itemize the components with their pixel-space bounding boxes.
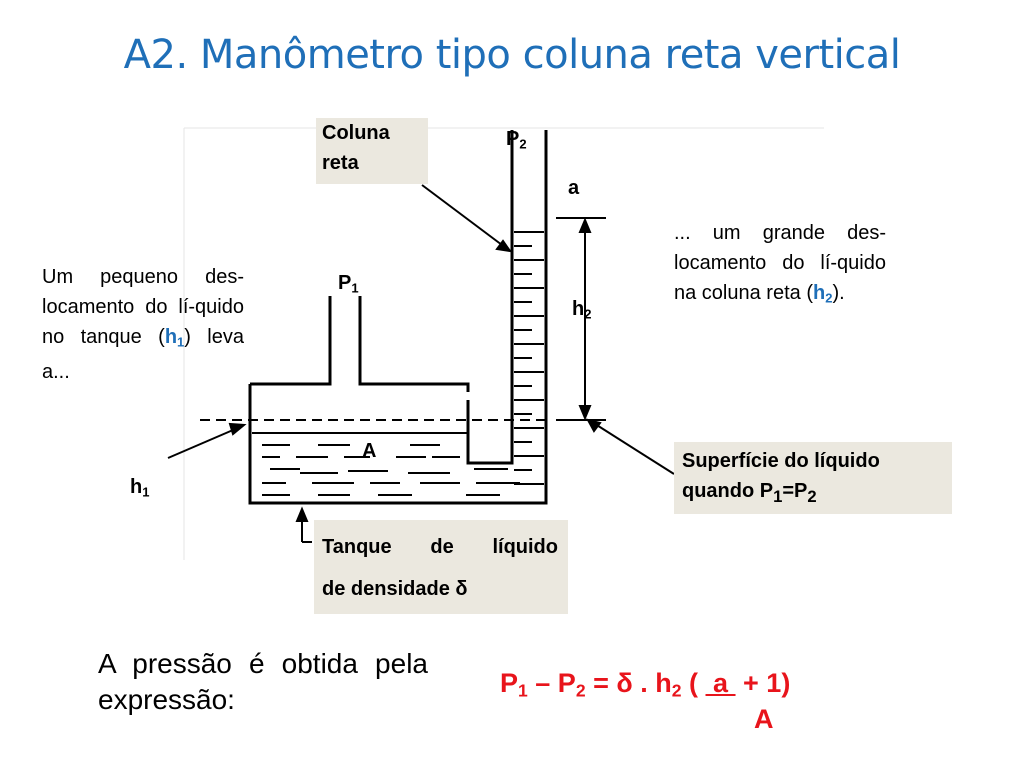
- h1-sub: 1: [142, 484, 150, 500]
- right-note-text-2: ).: [832, 282, 845, 304]
- page-title: A2. Manômetro tipo coluna reta vertical: [123, 32, 901, 78]
- superficie-line-1: Superfície do líquido: [682, 450, 880, 472]
- right-note-text-1: ... um grande des-locamento do lí-quido na coluna reta (: [674, 222, 886, 304]
- h1-text: h: [130, 476, 143, 498]
- h1-label: [130, 476, 149, 499]
- p1-label: [338, 272, 359, 295]
- p2-label: [506, 128, 527, 151]
- column-outline: [468, 130, 512, 463]
- left-note-text-1: Um pequeno des-locamento do lí-quido no tanque (: [42, 266, 244, 348]
- right-note: [674, 218, 886, 313]
- pressure-description: A pressão é obtida pela expressão:: [98, 648, 428, 715]
- a-small-label: a: [568, 177, 580, 199]
- tank-outline: [250, 130, 546, 503]
- p2-text: P: [506, 128, 520, 150]
- eq-mid: = δ . h: [585, 668, 672, 698]
- left-note-text-2: ) leva a...: [42, 326, 244, 384]
- right-note-h: [813, 282, 832, 304]
- eq-denominator: A: [754, 704, 774, 734]
- p1-text: P: [338, 272, 352, 294]
- eq-p: P: [500, 668, 519, 698]
- tank-area-label: A: [362, 440, 377, 462]
- superficie-text-2: quando P: [682, 480, 774, 502]
- p1-sub: 1: [351, 280, 359, 296]
- eq-minus: – P: [527, 668, 576, 698]
- superficie-label: [674, 442, 952, 514]
- h2-sub: 2: [584, 306, 592, 322]
- superficie-line-2: [682, 476, 952, 512]
- pressure-equation: [500, 668, 790, 701]
- p2-sub: 2: [519, 136, 527, 152]
- tanque-label: [314, 520, 568, 614]
- eq-numerator: a: [705, 668, 736, 698]
- right-note-h-text: h: [812, 282, 826, 304]
- h2-text: h: [572, 298, 585, 320]
- eq-plus: + 1): [735, 668, 791, 698]
- coluna-reta-label: [316, 118, 428, 184]
- right-note-h-sub: 2: [825, 290, 833, 306]
- superficie-sub-2: 2: [807, 487, 817, 506]
- eq-s1: 1: [518, 680, 528, 701]
- tanque-line-2: de densidade δ: [322, 578, 468, 600]
- left-note-h-sub: 1: [177, 334, 185, 350]
- tanque-line-1: Tanque de líquido: [322, 536, 558, 558]
- superficie-sub-1: 1: [773, 487, 783, 506]
- left-note-h-text: h: [164, 326, 178, 348]
- eq-s3: 2: [671, 680, 682, 701]
- left-note: [42, 262, 244, 387]
- eq-s2: 2: [575, 680, 586, 701]
- coluna-reta-text: Coluna reta: [322, 122, 390, 174]
- superficie-eq: =P: [782, 480, 808, 502]
- left-note-h: [165, 326, 184, 348]
- eq-open: (: [681, 668, 706, 698]
- h2-label: [572, 298, 591, 321]
